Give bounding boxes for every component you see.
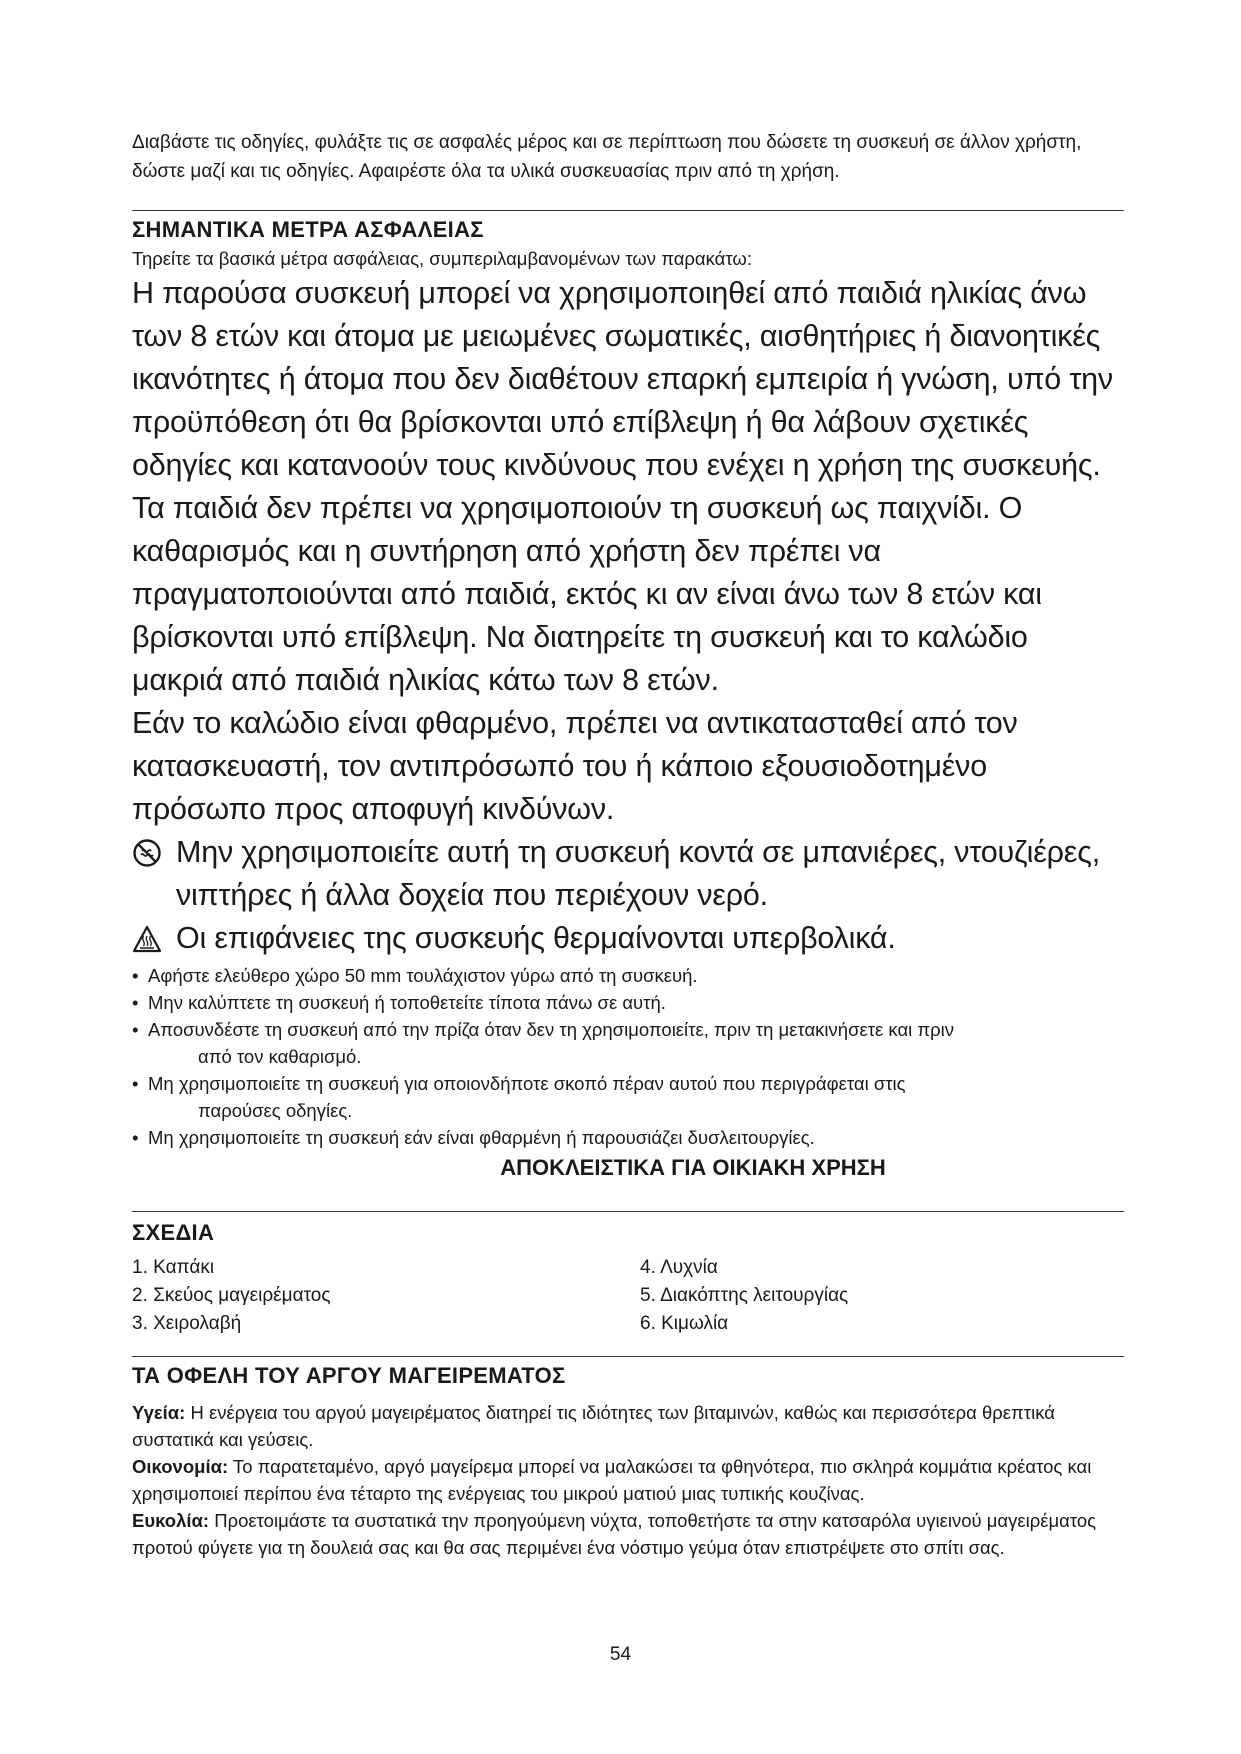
divider xyxy=(132,1211,1124,1212)
benefits-list xyxy=(132,1399,1124,1561)
safety-bullets xyxy=(132,962,1124,1151)
list-item: • Αποσυνδέστε τη συσκευή από την πρίζα όταν δεν τη χρησιμοποιείτε, πριν τη μετακινήσετε και πριν από τον καθαρισμό. xyxy=(132,1016,1124,1070)
parts-list xyxy=(132,1254,1124,1338)
safety-paragraph: Εάν το καλώδιο είναι φθαρμένο, πρέπει να αντικατασταθεί από τον κατασκευαστή, τον αντιπρόσωπό του ή κάποιο εξουσιοδοτημένο πρόσωπο προς αποφυγή κινδύνων. xyxy=(132,706,1018,826)
list-item: 2. Σκεύος μαγειρέματος xyxy=(132,1285,331,1306)
benefit-convenience: Ευκολία: Προετοιμάστε τα συστατικά την προηγούμενη νύχτα, τοποθετήστε τα στην κατσαρόλα υγιεινού μαγειρέματος προτού φύγετε για τη δουλειά σας και θα σας περιμένει ένα νόστιμο γεύμα όταν επιστρέψετε στο σπίτι σας. xyxy=(132,1510,1097,1558)
divider xyxy=(132,210,1124,211)
parts-column-left xyxy=(132,1254,640,1338)
household-use-title: ΑΠΟΚΛΕΙΣΤΙΚΑ ΓΙΑ ΟΙΚΙΑΚΗ ΧΡΗΣΗ xyxy=(500,1155,886,1180)
list-item: 3. Χειρολαβή xyxy=(132,1313,242,1334)
list-item: • Μην καλύπτετε τη συσκευή ή τοποθετείτε τίποτα πάνω σε αυτή. xyxy=(132,989,1124,1016)
list-item: 6. Κιμωλία xyxy=(640,1313,729,1334)
diagrams-heading: ΣΧΕΔΙΑ xyxy=(132,1220,215,1245)
no-water-icon xyxy=(132,831,176,874)
list-item: • Αφήστε ελεύθερο χώρο 50 mm τουλάχιστον γύρω από τη συσκευή. xyxy=(132,962,1124,989)
list-item: • Μη χρησιμοποιείτε τη συσκευή για οποιονδήποτε σκοπό πέραν αυτού που περιγράφεται στις παρούσες οδηγίες. xyxy=(132,1070,1124,1124)
benefit-health: Υγεία: Η ενέργεια του αργού μαγειρέματος διατηρεί τις ιδιότητες των βιταμινών, καθώς και περισσότερα θρεπτικά συστατικά και γεύσεις. xyxy=(132,1402,1055,1450)
benefit-economy: Οικονομία: Το παρατεταμένο, αργό μαγείρεμα μπορεί να μαλακώσει τα φθηνότερα, πιο σκληρά κομμάτια κρέατος και χρησιμοποιεί περίπου ένα τέταρτο της ενέργειας του μικρού ματιού μιας τυπικής κουζίνας. xyxy=(132,1456,1092,1504)
manual-page xyxy=(132,128,1124,1561)
hot-surface-warning xyxy=(132,917,1124,960)
list-item: 4. Λυχνία xyxy=(640,1257,718,1278)
water-warning-text: Μην χρησιμοποιείτε αυτή τη συσκευή κοντά σε μπανιέρες, ντουζιέρες, νιπτήρες ή άλλα δοχεία που περιέχουν νερό. xyxy=(176,835,1100,912)
benefits-heading: ΤΑ ΟΦΕΛΗ ΤΟΥ ΑΡΓΟΥ ΜΑΓΕΙΡΕΜΑΤΟΣ xyxy=(132,1363,566,1388)
hot-surface-icon xyxy=(132,917,176,960)
hot-warning-text: Οι επιφάνειες της συσκευής θερμαίνονται υπερβολικά. xyxy=(176,921,896,955)
safety-heading: ΣΗΜΑΝΤΙΚΑ ΜΕΤΡΑ ΑΣΦΑΛΕΙΑΣ xyxy=(132,217,484,242)
safety-subtitle: Τηρείτε τα βασικά μέτρα ασφάλειας, συμπεριλαμβανομένων των παρακάτω: xyxy=(132,248,752,269)
divider xyxy=(132,1356,1124,1357)
safety-paragraph: Η παρούσα συσκευή μπορεί να χρησιμοποιηθεί από παιδιά ηλικίας άνω των 8 ετών και άτομα με μειωμένες σωματικές, αισθητήριες ή διανοητικές ικανότητες ή άτομα που δεν διαθέτουν επαρκή εμπειρία ή γνώση, υπό την προϋπόθεση ότι θα βρίσκονται υπό επίβλεψη ή θα λάβουν σχετικές οδηγίες και κατανοούν τους κινδύνους που ενέχει η χρήση της συσκευής. xyxy=(132,276,1113,482)
list-item: 5. Διακόπτης λειτουργίας xyxy=(640,1285,849,1306)
water-warning xyxy=(132,831,1124,917)
list-item: 1. Καπάκι xyxy=(132,1257,215,1278)
intro-text: Διαβάστε τις οδηγίες, φυλάξτε τις σε ασφαλές μέρος και σε περίπτωση που δώσετε τη συσκευή σε άλλον χρήστη, δώστε μαζί και τις οδηγίες. Αφαιρέστε όλα τα υλικά συσκευασίας πριν από τη χρήση. xyxy=(132,132,1082,182)
safety-paragraph: Τα παιδιά δεν πρέπει να χρησιμοποιούν τη συσκευή ως παιχνίδι. Ο καθαρισμός και η συντήρηση από χρήστη δεν πρέπει να πραγματοποιούνται από παιδιά, εκτός κι αν είναι άνω των 8 ετών και βρίσκονται υπό επίβλεψη. Να διατηρείτε τη συσκευή και το καλώδιο μακριά από παιδιά ηλικίας κάτω των 8 ετών. xyxy=(132,491,1042,697)
parts-column-right xyxy=(640,1254,1120,1338)
list-item: • Μη χρησιμοποιείτε τη συσκευή εάν είναι φθαρμένη ή παρουσιάζει δυσλειτουργίες. xyxy=(132,1124,1124,1151)
page-number: 54 xyxy=(609,1644,632,1665)
